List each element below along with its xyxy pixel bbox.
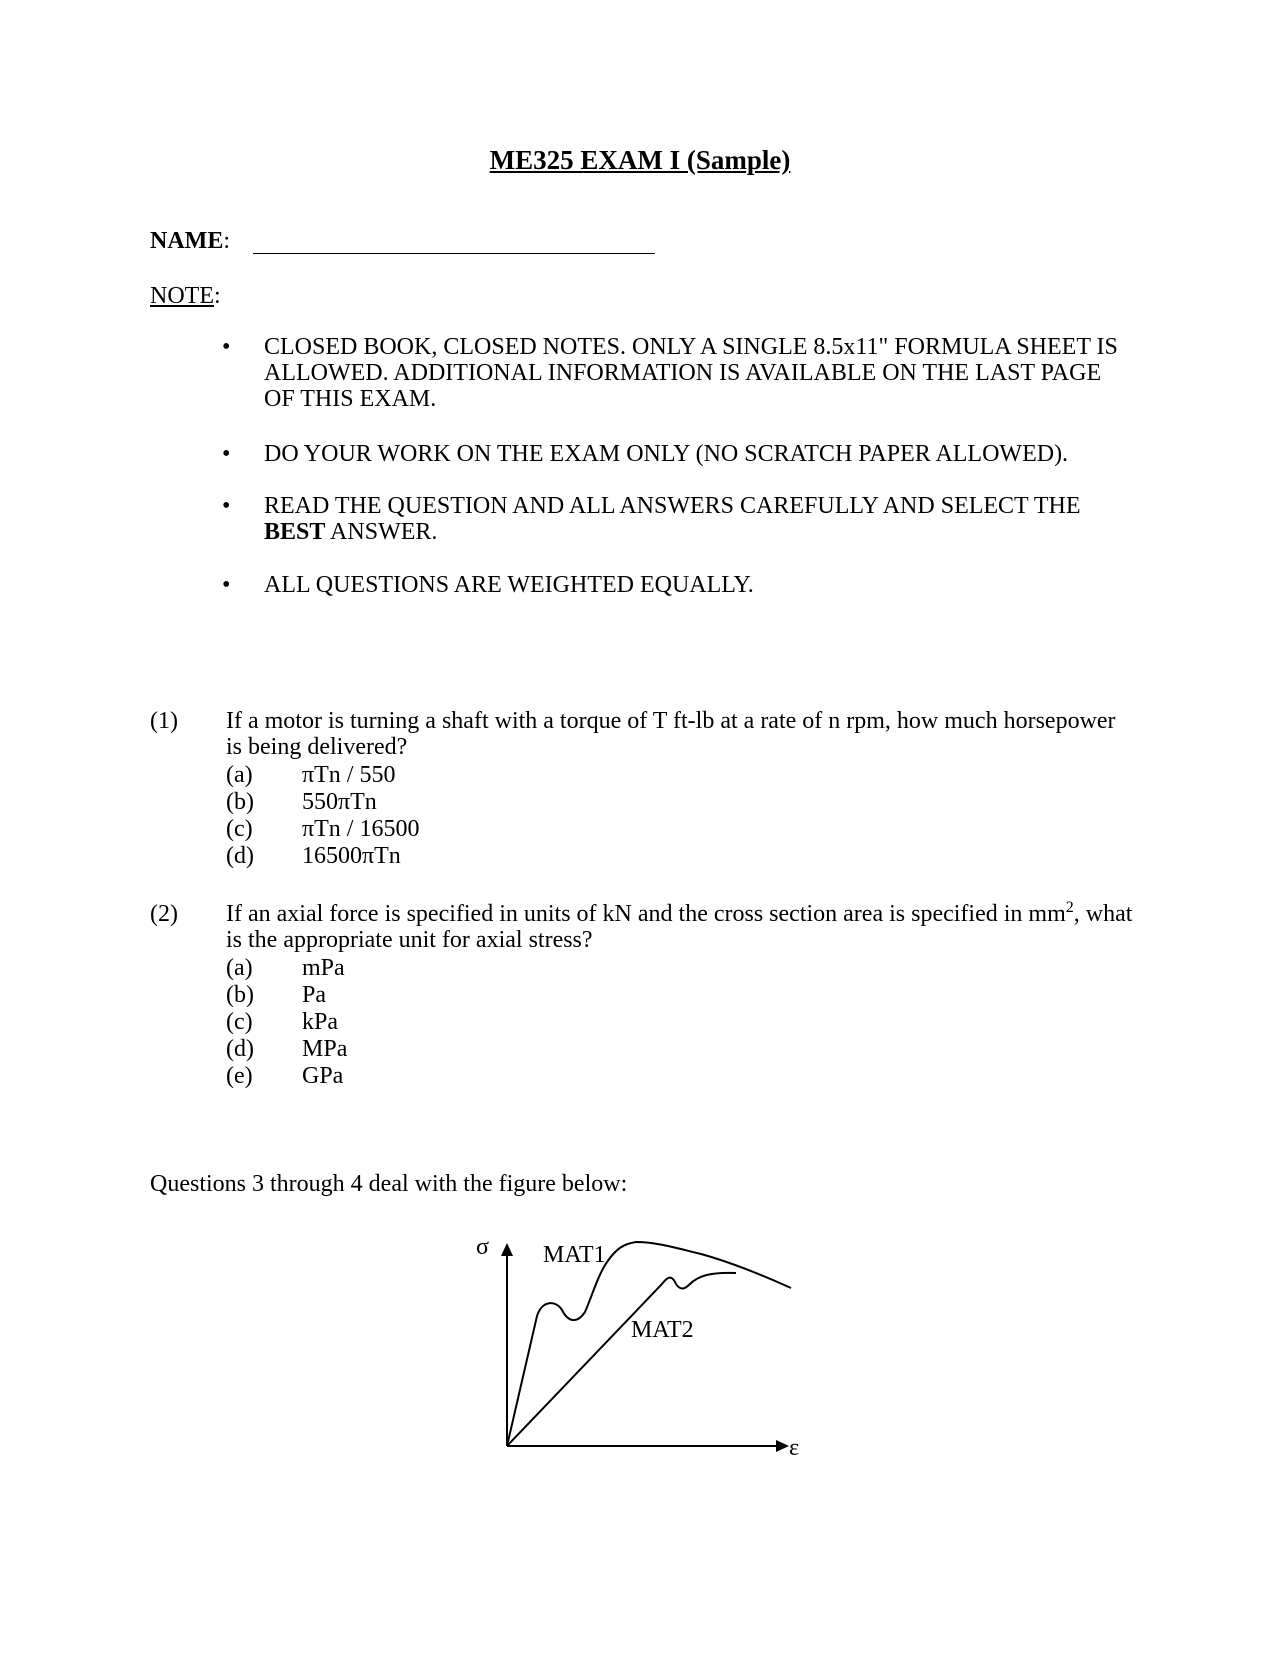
note-item-work-on-exam: DO YOUR WORK ON THE EXAM ONLY (NO SCRATCH PAPER ALLOWED).	[264, 441, 1069, 467]
question-2-option-b-value[interactable]: Pa	[302, 982, 326, 1008]
question-1-option-c-value[interactable]: πTn / 16500	[302, 816, 420, 842]
bullet-marker: •	[222, 441, 231, 467]
question-2-option-d-value[interactable]: MPa	[302, 1036, 348, 1062]
question-2-superscript: 2	[1065, 899, 1074, 916]
question-2-number: (2)	[150, 901, 178, 927]
name-label-text: NAME	[150, 228, 224, 254]
question-2-option-a-letter[interactable]: (a)	[226, 955, 253, 981]
sigma-label: σ	[476, 1234, 489, 1260]
note-label-colon: :	[213, 283, 221, 309]
question-1-number: (1)	[150, 708, 178, 734]
question-1-option-d-letter[interactable]: (d)	[226, 843, 254, 869]
mat1-label: MAT1	[543, 1242, 606, 1268]
question-1-option-b-letter[interactable]: (b)	[226, 789, 254, 815]
mat2-curve	[507, 1273, 736, 1446]
question-1-option-d-value[interactable]: 16500πTn	[302, 843, 401, 869]
epsilon-arrowhead	[776, 1440, 789, 1452]
bullet-marker: •	[222, 334, 231, 360]
note-item-closed-book: CLOSED BOOK, CLOSED NOTES. ONLY A SINGLE 8.5x11" FORMULA SHEET IS ALLOWED. ADDITIONAL INFORMATION IS AVAILABLE ON THE LAST PAGE OF THIS EXAM.	[264, 334, 1118, 412]
question-2-text-start: If an axial force is specified in units of kN and the cross section area is specified in mm	[226, 901, 1066, 927]
name-label-colon: :	[223, 228, 230, 254]
note-item-emphasis: BEST	[264, 519, 326, 545]
bullet-marker: •	[222, 493, 231, 519]
note-item-weighted: ALL QUESTIONS ARE WEIGHTED EQUALLY.	[264, 572, 754, 598]
question-1-option-a-letter[interactable]: (a)	[226, 762, 253, 788]
question-2-option-c-value[interactable]: kPa	[302, 1009, 338, 1035]
question-1-text: If a motor is turning a shaft with a torque of T ft-lb at a rate of n rpm, how much horsepower is being delivered?	[226, 708, 1116, 760]
question-1-option-b-value[interactable]: 550πTn	[302, 789, 377, 815]
mat1-curve	[507, 1242, 791, 1446]
question-2-option-e-letter[interactable]: (e)	[226, 1063, 253, 1089]
question-2-option-a-value[interactable]: mPa	[302, 955, 345, 981]
note-label-text: NOTE	[150, 283, 214, 309]
epsilon-label: ε	[789, 1435, 800, 1461]
note-item-text: READ THE QUESTION AND ALL ANSWERS CAREFULLY AND SELECT THE	[264, 493, 1081, 519]
mat2-label: MAT2	[631, 1317, 694, 1343]
question-1-option-c-letter[interactable]: (c)	[226, 816, 253, 842]
sigma-arrowhead	[501, 1243, 513, 1256]
page-title: ME325 EXAM I (Sample)	[489, 145, 791, 175]
question-2-text-end: , what is the appropriate unit for axial stress?	[226, 901, 1133, 953]
figure-intro: Questions 3 through 4 deal with the figure below:	[150, 1171, 628, 1197]
bullet-marker: •	[222, 572, 231, 598]
question-2-option-e-value[interactable]: GPa	[302, 1063, 344, 1089]
question-2-option-c-letter[interactable]: (c)	[226, 1009, 253, 1035]
question-2-option-d-letter[interactable]: (d)	[226, 1036, 254, 1062]
question-2-option-b-letter[interactable]: (b)	[226, 982, 254, 1008]
note-item-text: ANSWER.	[325, 519, 438, 545]
question-1-option-a-value[interactable]: πTn / 550	[302, 762, 396, 788]
